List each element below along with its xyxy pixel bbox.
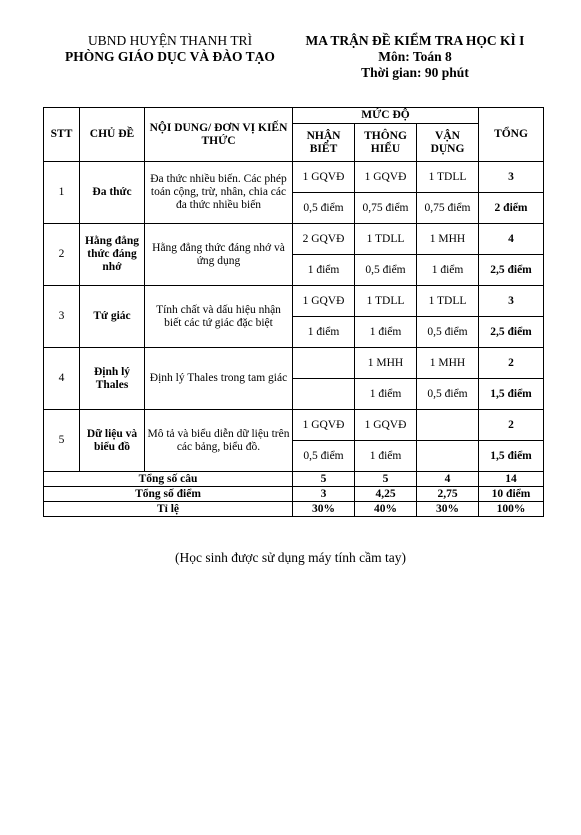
summary-label: Tổng số câu (44, 472, 293, 487)
cell-vd-score: 1 điểm (417, 255, 479, 286)
header-van-dung: VẬN DỤNG (417, 124, 479, 162)
cell-tong-score: 2,5 điểm (479, 317, 544, 348)
header-thong-hieu: THÔNG HIỂU (355, 124, 417, 162)
cell-th-count: 1 TDLL (355, 224, 417, 255)
summary-row (44, 502, 544, 517)
summary-tong: 10 điểm (479, 487, 544, 502)
cell-vd-score: 0,5 điểm (417, 379, 479, 410)
table-row (44, 162, 544, 193)
matrix-table (43, 107, 544, 517)
summary-nb: 5 (293, 472, 355, 487)
row-chu-de: Đa thức (80, 162, 145, 224)
row-stt: 4 (44, 348, 80, 410)
row-chu-de: Tứ giác (80, 286, 145, 348)
district-name: UBND HUYỆN THANH TRÌ (87, 33, 253, 48)
subject: Môn: Toán 8 (378, 49, 452, 64)
cell-th-score: 1 điểm (355, 441, 417, 472)
cell-vd-count: 1 TDLL (417, 162, 479, 193)
summary-row (44, 472, 544, 487)
cell-nb-count (293, 348, 355, 379)
cell-nb-count: 1 GQVĐ (293, 410, 355, 441)
document-title: MA TRẬN ĐỀ KIỂM TRA HỌC KÌ I (305, 33, 525, 48)
cell-th-score: 1 điểm (355, 317, 417, 348)
row-stt: 2 (44, 224, 80, 286)
row-stt: 3 (44, 286, 80, 348)
cell-th-score: 0,75 điểm (355, 193, 417, 224)
cell-vd-score: 0,5 điểm (417, 317, 479, 348)
cell-tong-count: 3 (479, 162, 544, 193)
cell-tong-count: 2 (479, 348, 544, 379)
cell-tong-score: 1,5 điểm (479, 379, 544, 410)
cell-vd-score (417, 441, 479, 472)
table-row (44, 410, 544, 441)
cell-th-count: 1 GQVĐ (355, 410, 417, 441)
cell-tong-score: 2 điểm (479, 193, 544, 224)
row-noi-dung: Hằng đẳng thức đáng nhớ và ứng dụng (145, 224, 293, 286)
cell-th-count: 1 MHH (355, 348, 417, 379)
cell-nb-count: 1 GQVĐ (293, 162, 355, 193)
cell-tong-score: 1,5 điểm (479, 441, 544, 472)
cell-nb-score: 1 điểm (293, 255, 355, 286)
department-name: PHÒNG GIÁO DỤC VÀ ĐÀO TẠO (65, 49, 275, 64)
cell-tong-count: 3 (479, 286, 544, 317)
table-row (44, 224, 544, 255)
summary-label: Tổng số điểm (44, 487, 293, 502)
summary-th: 40% (355, 502, 417, 517)
summary-th: 5 (355, 472, 417, 487)
header-left (50, 33, 290, 65)
summary-tong: 14 (479, 472, 544, 487)
cell-vd-count: 1 MHH (417, 348, 479, 379)
row-noi-dung: Tính chất và dấu hiệu nhận biết các tứ giác đặc biệt (145, 286, 293, 348)
cell-vd-count: 1 MHH (417, 224, 479, 255)
header-right (285, 33, 545, 81)
summary-nb: 30% (293, 502, 355, 517)
cell-tong-score: 2,5 điểm (479, 255, 544, 286)
cell-tong-count: 4 (479, 224, 544, 255)
row-noi-dung: Đa thức nhiều biến. Các phép toán cộng, trừ, nhân, chia các đa thức nhiều biến (145, 162, 293, 224)
header-stt: STT (44, 108, 80, 162)
table-row (44, 286, 544, 317)
row-chu-de: Hằng đẳng thức đáng nhớ (80, 224, 145, 286)
row-stt: 5 (44, 410, 80, 472)
cell-vd-count: 1 TDLL (417, 286, 479, 317)
cell-nb-score (293, 379, 355, 410)
cell-th-score: 1 điểm (355, 379, 417, 410)
summary-tong: 100% (479, 502, 544, 517)
summary-th: 4,25 (355, 487, 417, 502)
cell-nb-score: 1 điểm (293, 317, 355, 348)
row-noi-dung: Định lý Thales trong tam giác (145, 348, 293, 410)
summary-nb: 3 (293, 487, 355, 502)
row-chu-de: Định lý Thales (80, 348, 145, 410)
row-noi-dung: Mô tả và biểu diễn dữ liệu trên các bảng, biểu đồ. (145, 410, 293, 472)
cell-nb-score: 0,5 điểm (293, 193, 355, 224)
header-noi-dung: NỘI DUNG/ ĐƠN VỊ KIẾN THỨC (145, 108, 293, 162)
duration: Thời gian: 90 phút (361, 65, 469, 80)
summary-label: Tỉ lệ (44, 502, 293, 517)
summary-vd: 4 (417, 472, 479, 487)
cell-th-count: 1 GQVĐ (355, 162, 417, 193)
cell-th-count: 1 TDLL (355, 286, 417, 317)
summary-vd: 30% (417, 502, 479, 517)
cell-th-score: 0,5 điểm (355, 255, 417, 286)
header-tong: TỔNG (479, 108, 544, 162)
header-chu-de: CHỦ ĐỀ (80, 108, 145, 162)
table-row (44, 348, 544, 379)
cell-nb-score: 0,5 điểm (293, 441, 355, 472)
header-muc-do: MỨC ĐỘ (293, 108, 479, 124)
cell-tong-count: 2 (479, 410, 544, 441)
cell-vd-score: 0,75 điểm (417, 193, 479, 224)
cell-nb-count: 2 GQVĐ (293, 224, 355, 255)
cell-nb-count: 1 GQVĐ (293, 286, 355, 317)
row-stt: 1 (44, 162, 80, 224)
calculator-note: (Học sinh được sử dụng máy tính cầm tay) (175, 550, 406, 565)
summary-vd: 2,75 (417, 487, 479, 502)
summary-row (44, 487, 544, 502)
header-nhan-biet: NHẬN BIẾT (293, 124, 355, 162)
cell-vd-count (417, 410, 479, 441)
row-chu-de: Dữ liệu và biểu đồ (80, 410, 145, 472)
